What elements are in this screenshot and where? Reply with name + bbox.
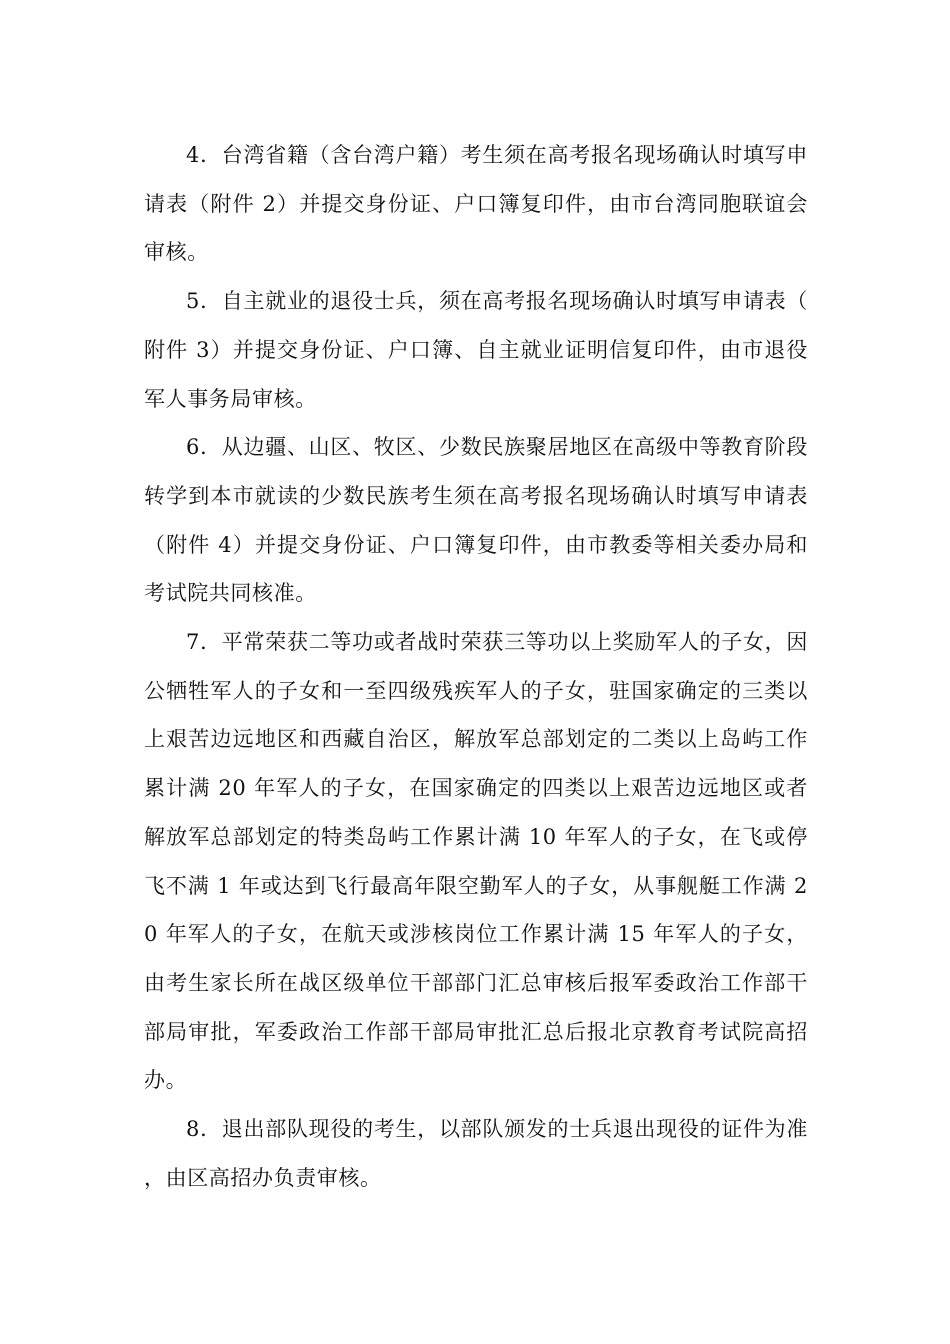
paragraph-item-7: 7．平常荣获二等功或者战时荣获三等功以上奖励军人的子女，因公牺牲军人的子女和一至四级残疾军人的子女，驻国家确定的三类以上艰苦边远地区和西藏自治区，解放军总部划定的二类以上岛屿工作累计满 20 年军人的子女，在国家确定的四类以上艰苦边远地区或者解放军总部划定的特类岛屿工作累计满 10 年军人的子女，在飞或停飞不满 1 年或达到飞行最高年限空勤军人的子女，从事舰艇工作满 20 年军人的子女，在航天或涉核岗位工作累计满 15 年军人的子女，由考生家长所在战区级单位干部部门汇总审核后报军委政治工作部干部局审批，军委政治工作部干部局审批汇总后报北京教育考试院高招办。 — [144, 630, 808, 1093]
paragraph-item-6: 6．从边疆、山区、牧区、少数民族聚居地区在高级中等教育阶段转学到本市就读的少数民族考生须在高考报名现场确认时填写申请表（附件 4）并提交身份证、户口簿复印件，由市教委等相关委办局和考试院共同核准。 — [144, 435, 808, 606]
paragraph-item-8: 8．退出部队现役的考生，以部队颁发的士兵退出现役的证件为准，由区高招办负责审核。 — [144, 1117, 808, 1190]
paragraph-item-5: 5．自主就业的退役士兵，须在高考报名现场确认时填写申请表（附件 3）并提交身份证、户口簿、自主就业证明信复印件，由市退役军人事务局审核。 — [144, 289, 808, 411]
body-text — [144, 131, 808, 1202]
paragraph-item-4: 4．台湾省籍（含台湾户籍）考生须在高考报名现场确认时填写申请表（附件 2）并提交身份证、户口簿复印件，由市台湾同胞联谊会审核。 — [144, 143, 808, 265]
